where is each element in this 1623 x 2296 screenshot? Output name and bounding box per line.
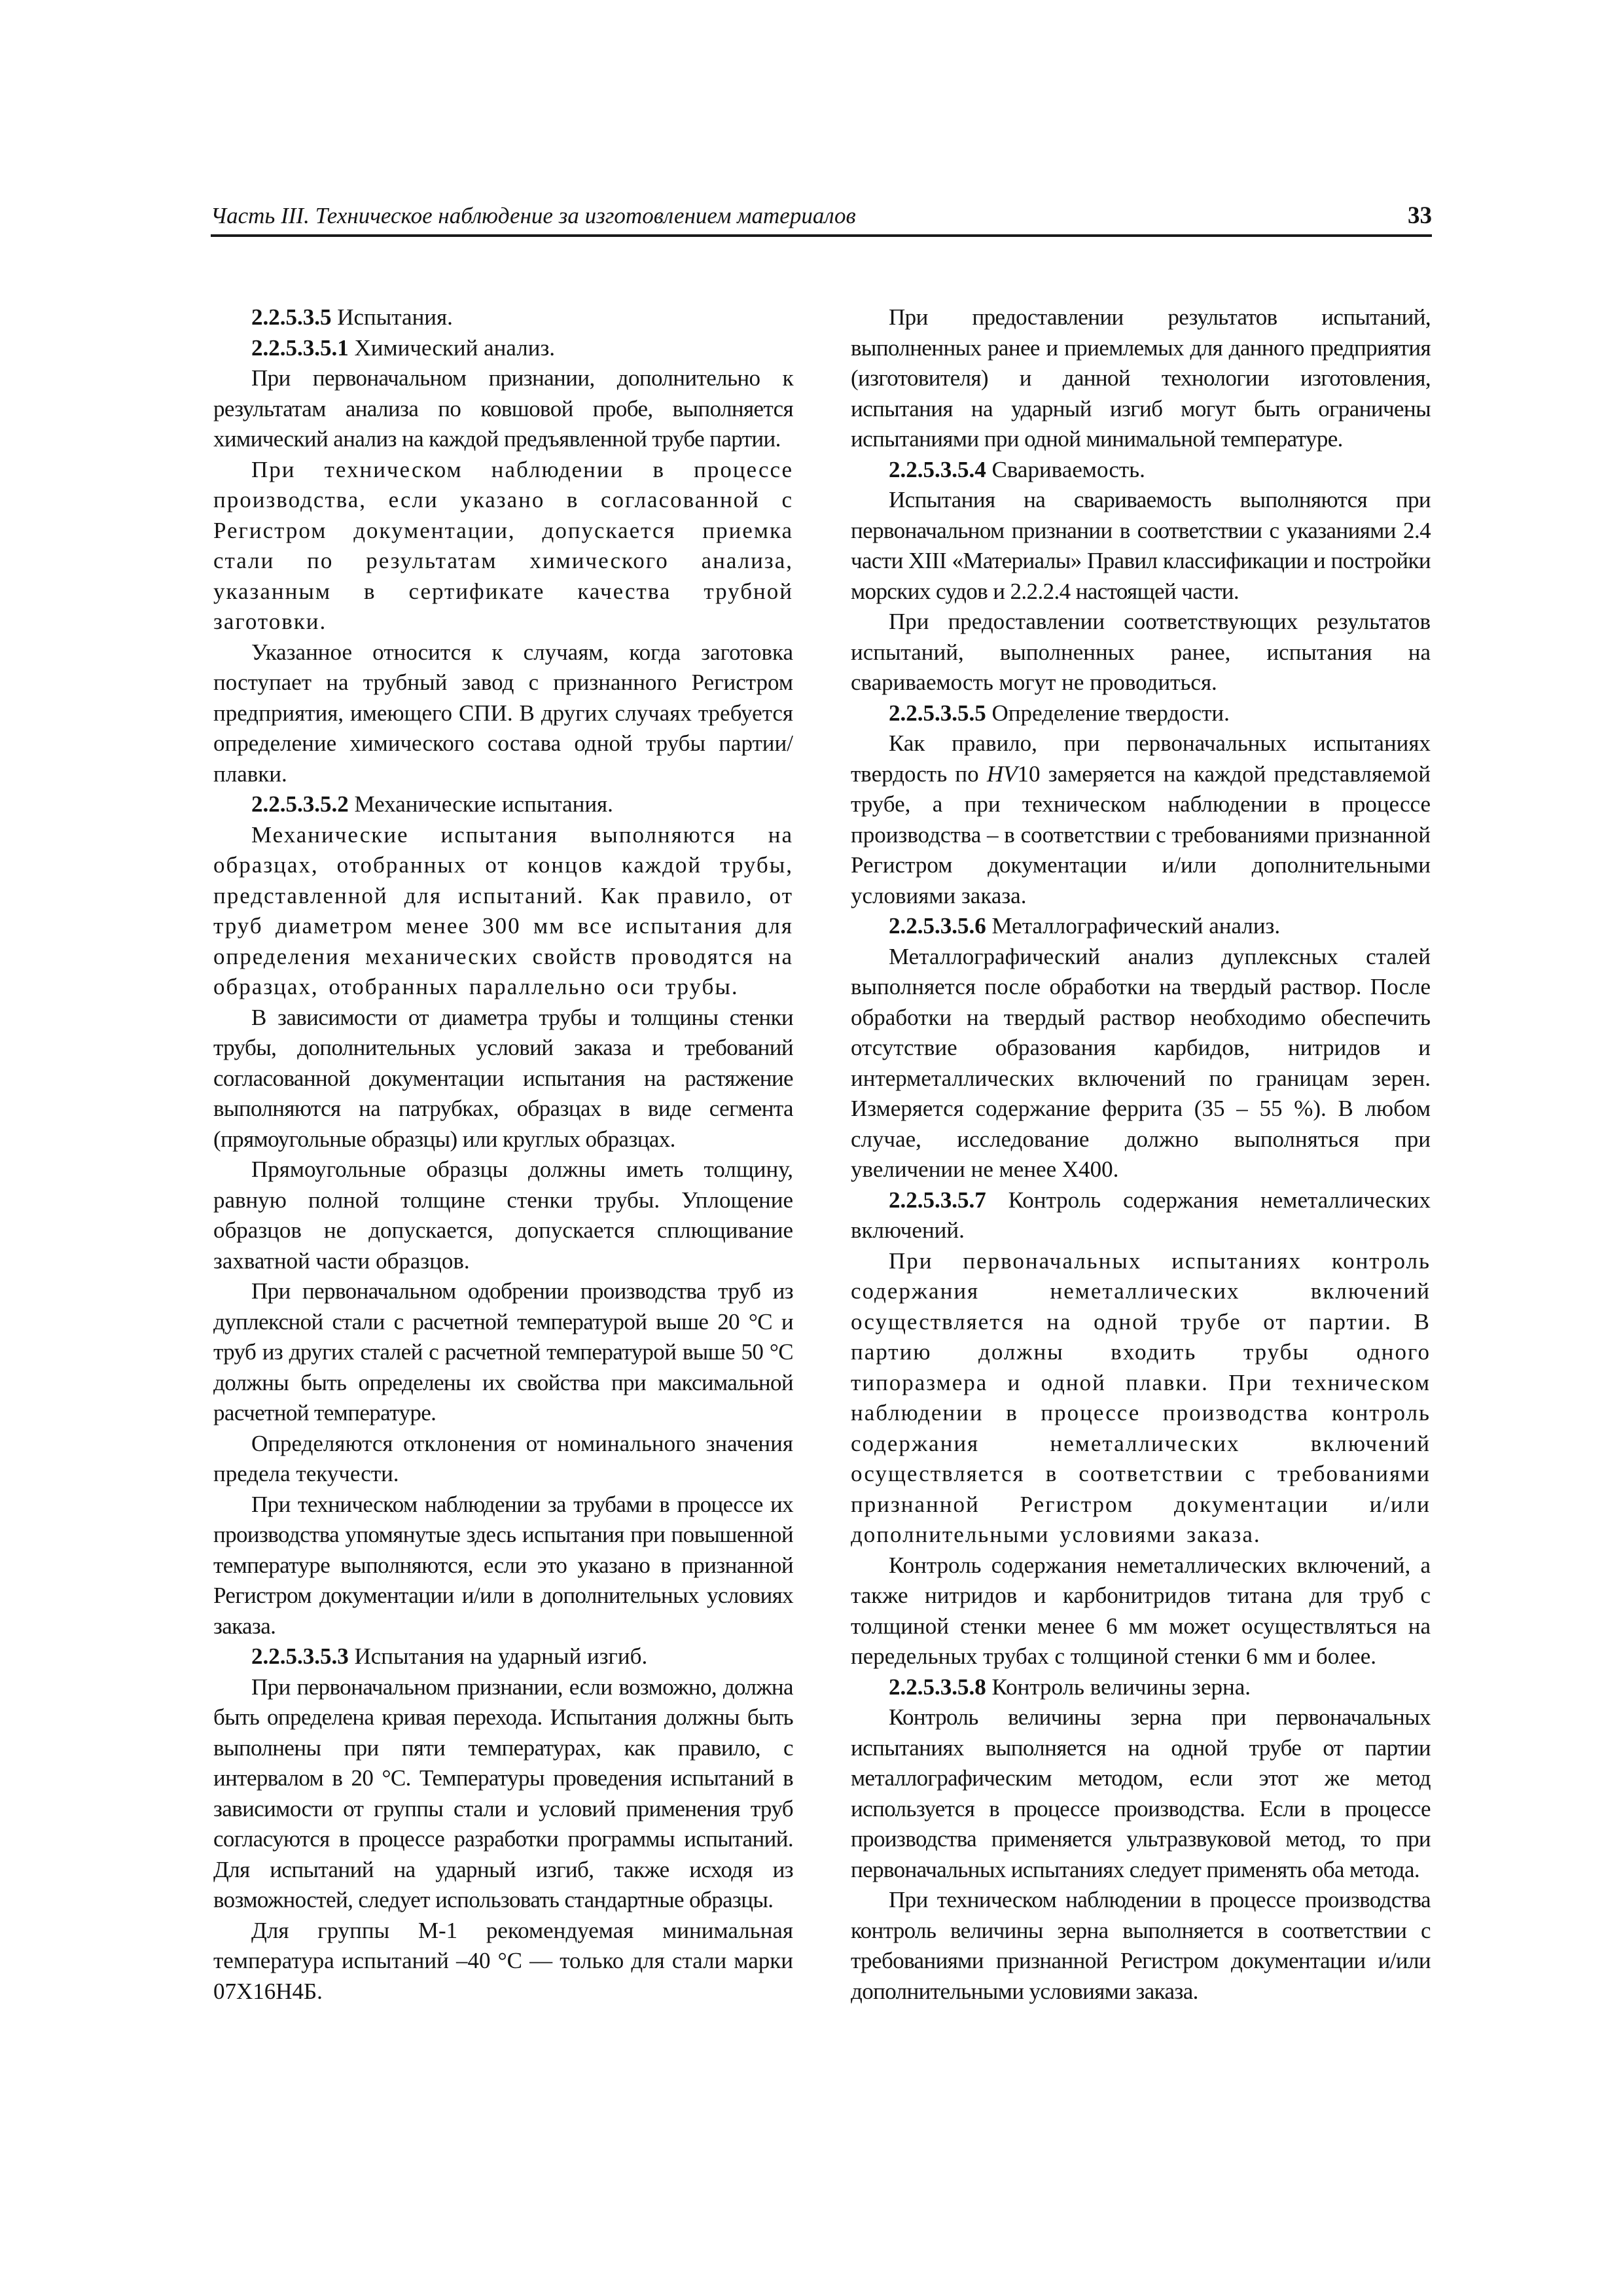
section-title: Испытания на ударный изгиб.	[354, 1643, 648, 1669]
section-heading	[851, 698, 1431, 729]
section-number: 2.2.5.3.5.1	[251, 334, 349, 361]
section-heading	[851, 1185, 1431, 1246]
paragraph: Контроль содержания неметаллических включений, а также нитридов и карбонитридов титана для труб с толщиной стенки менее 6 мм может осуществляться на передельных трубах с толщиной стенки 6 мм и более.	[851, 1552, 1431, 1669]
section-number: 2.2.5.3.5.6	[889, 913, 986, 939]
section-title: Металлографический анализ.	[991, 913, 1281, 939]
paragraph: Для группы М-1 рекомендуемая минимальная температура испытаний –40 °С — только для стали марки 07Х16Н4Б.	[213, 1917, 793, 2004]
section-heading	[851, 455, 1431, 486]
paragraph: Прямоугольные образцы должны иметь толщину, равную полной толщине стенки трубы. Уплощение образцов не допускается, допускается сплющивание захватной части образцов.	[213, 1157, 793, 1274]
section-number: 2.2.5.3.5.4	[889, 456, 986, 482]
section-title: Контроль содержания неметаллических включений.	[851, 1187, 1431, 1243]
section-heading	[213, 789, 793, 820]
section-number: 2.2.5.3.5.2	[251, 791, 349, 817]
paragraph: При предоставлении результатов испытаний, выполненных ранее и приемлемых для данного предприятия (изготовителя) и данной технологии изготовления, испытания на ударный изгиб могут быть ограничены испытаниями при одной минимальной температуре.	[851, 304, 1431, 452]
paragraph: При первоначальном признании, дополнительно к результатам анализа по ковшовой пробе, выполняется химический анализ на каждой предъявленной трубе партии.	[213, 365, 793, 452]
paragraph: При предоставлении соответствующих результатов испытаний, выполненных ранее, испытания на свариваемость могут не проводиться.	[851, 609, 1431, 695]
left-column	[213, 302, 793, 2007]
section-number: 2.2.5.3.5.3	[251, 1643, 349, 1669]
section-heading	[213, 1641, 793, 1672]
right-column	[851, 302, 1431, 2007]
section-title: Определение твердости.	[991, 700, 1230, 726]
paragraph: Контроль величины зерна при первоначальных испытаниях выполняется на одной трубе от партии металлографическим методом, если этот же метод используется в процессе производства. Если в процессе производства применяется ультразвуковой метод, то при первоначальных испытаниях следует применять оба метода.	[851, 1704, 1431, 1882]
paragraph: Определяются отклонения от номинального значения предела текучести.	[213, 1430, 793, 1486]
section-heading	[851, 911, 1431, 942]
paragraph: При первоначальных испытаниях контроль содержания неметаллических включений осуществляется на одной трубе от партии. В партию должны входить трубы одного типоразмера и одной плавки. При техническом наблюдении в процессе производства контроль содержания неметаллических включений осуществляется в соответствии с требованиями признанной Регистром документации и/или дополнительными условиями заказа.	[851, 1247, 1431, 1547]
section-number: 2.2.5.3.5.8	[889, 1674, 986, 1700]
paragraph: При первоначальном одобрении производства труб из дуплексной стали с расчетной температурой выше 20 °С и труб из других сталей с расчетной температурой выше 50 °С должны быть определены их свойства при максимальной расчетной температуре.	[213, 1278, 793, 1426]
section-title: Контроль величины зерна.	[991, 1674, 1251, 1700]
page-number: 33	[1408, 202, 1432, 229]
section-heading	[851, 1672, 1431, 1703]
section-number: 2.2.5.3.5.5	[889, 700, 986, 726]
section-number: 2.2.5.3.5.7	[889, 1187, 986, 1213]
paragraph: При техническом наблюдении в процессе производства контроль величины зерна выполняется в соответствии с требованиями признанной Регистром документации и/или дополнительными условиями заказа.	[851, 1887, 1431, 2004]
paragraph: Указанное относится к случаям, когда заготовка поступает на трубный завод с признанного Регистром предприятия, имеющего СПИ. В других случаях требуется определение химического состава одной трубы партии/плавки.	[213, 639, 793, 787]
paragraph: При техническом наблюдении за трубами в процессе их производства упомянутые здесь испытания при повышенной температуре выполняются, если это указано в признанной Регистром документации и/или в дополнительных условиях заказа.	[213, 1491, 793, 1639]
paragraph: При техническом наблюдении в процессе производства, если указано в согласованной с Регистром документации, допускается приемка стали по результатам химического анализа, указанным в сертификате качества трубной заготовки.	[213, 456, 793, 634]
running-header	[211, 200, 1432, 237]
paragraph: В зависимости от диаметра трубы и толщины стенки трубы, дополнительных условий заказа и требований согласованной документации испытания на растяжение выполняются на патрубках, образцах в виде сегмента (прямоугольные образцы) или круглых образцах.	[213, 1004, 793, 1152]
section-title: Химический анализ.	[354, 334, 556, 361]
section-heading	[213, 302, 793, 333]
section-number: 2.2.5.3.5	[251, 304, 332, 330]
section-title: Свариваемость.	[991, 456, 1145, 482]
section-title: Механические испытания.	[354, 791, 613, 817]
paragraph: Испытания на свариваемость выполняются при первоначальном признании в соответствии с указаниями 2.4 части XIII «Материалы» Правил классификации и постройки морских судов и 2.2.2.4 настоящей части.	[851, 487, 1431, 604]
paragraph: Механические испытания выполняются на образцах, отобранных от концов каждой трубы, представленной для испытаний. Как правило, от труб диаметром менее 300 мм все испытания для определения механических свойств проводятся на образцах, отобранных параллельно оси трубы.	[213, 821, 793, 999]
paragraph: Как правило, при первоначальных испытаниях твердость по HV10 замеряется на каждой представляемой трубе, а при техническом наблюдении в процессе производства – в соответствии с требованиями признанной Регистром документации и/или дополнительными условиями заказа.	[851, 730, 1431, 908]
paragraph: Металлографический анализ дуплексных сталей выполняется после обработки на твердый раствор. После обработки на твердый раствор необходимо обеспечить отсутствие образования карбидов, нитридов и интерметаллических включений по границам зерен. Измеряется содержание феррита (35 – 55 %). В любом случае, исследование должно выполняться при увеличении не менее Х400.	[851, 943, 1431, 1182]
running-header-title: Часть III. Техническое наблюдение за изготовлением материалов	[211, 203, 856, 228]
paragraph: При первоначальном признании, если возможно, должна быть определена кривая перехода. Испытания должны быть выполнены при пяти температурах, как правило, с интервалом в 20 °С. Температуры проведения испытаний в зависимости от группы стали и условий применения труб согласуются в процессе разработки программы испытаний. Для испытаний на ударный изгиб, также исходя из возможностей, следует использовать стандартные образцы.	[213, 1674, 793, 1912]
section-heading	[213, 333, 793, 364]
section-title: Испытания.	[337, 304, 453, 330]
